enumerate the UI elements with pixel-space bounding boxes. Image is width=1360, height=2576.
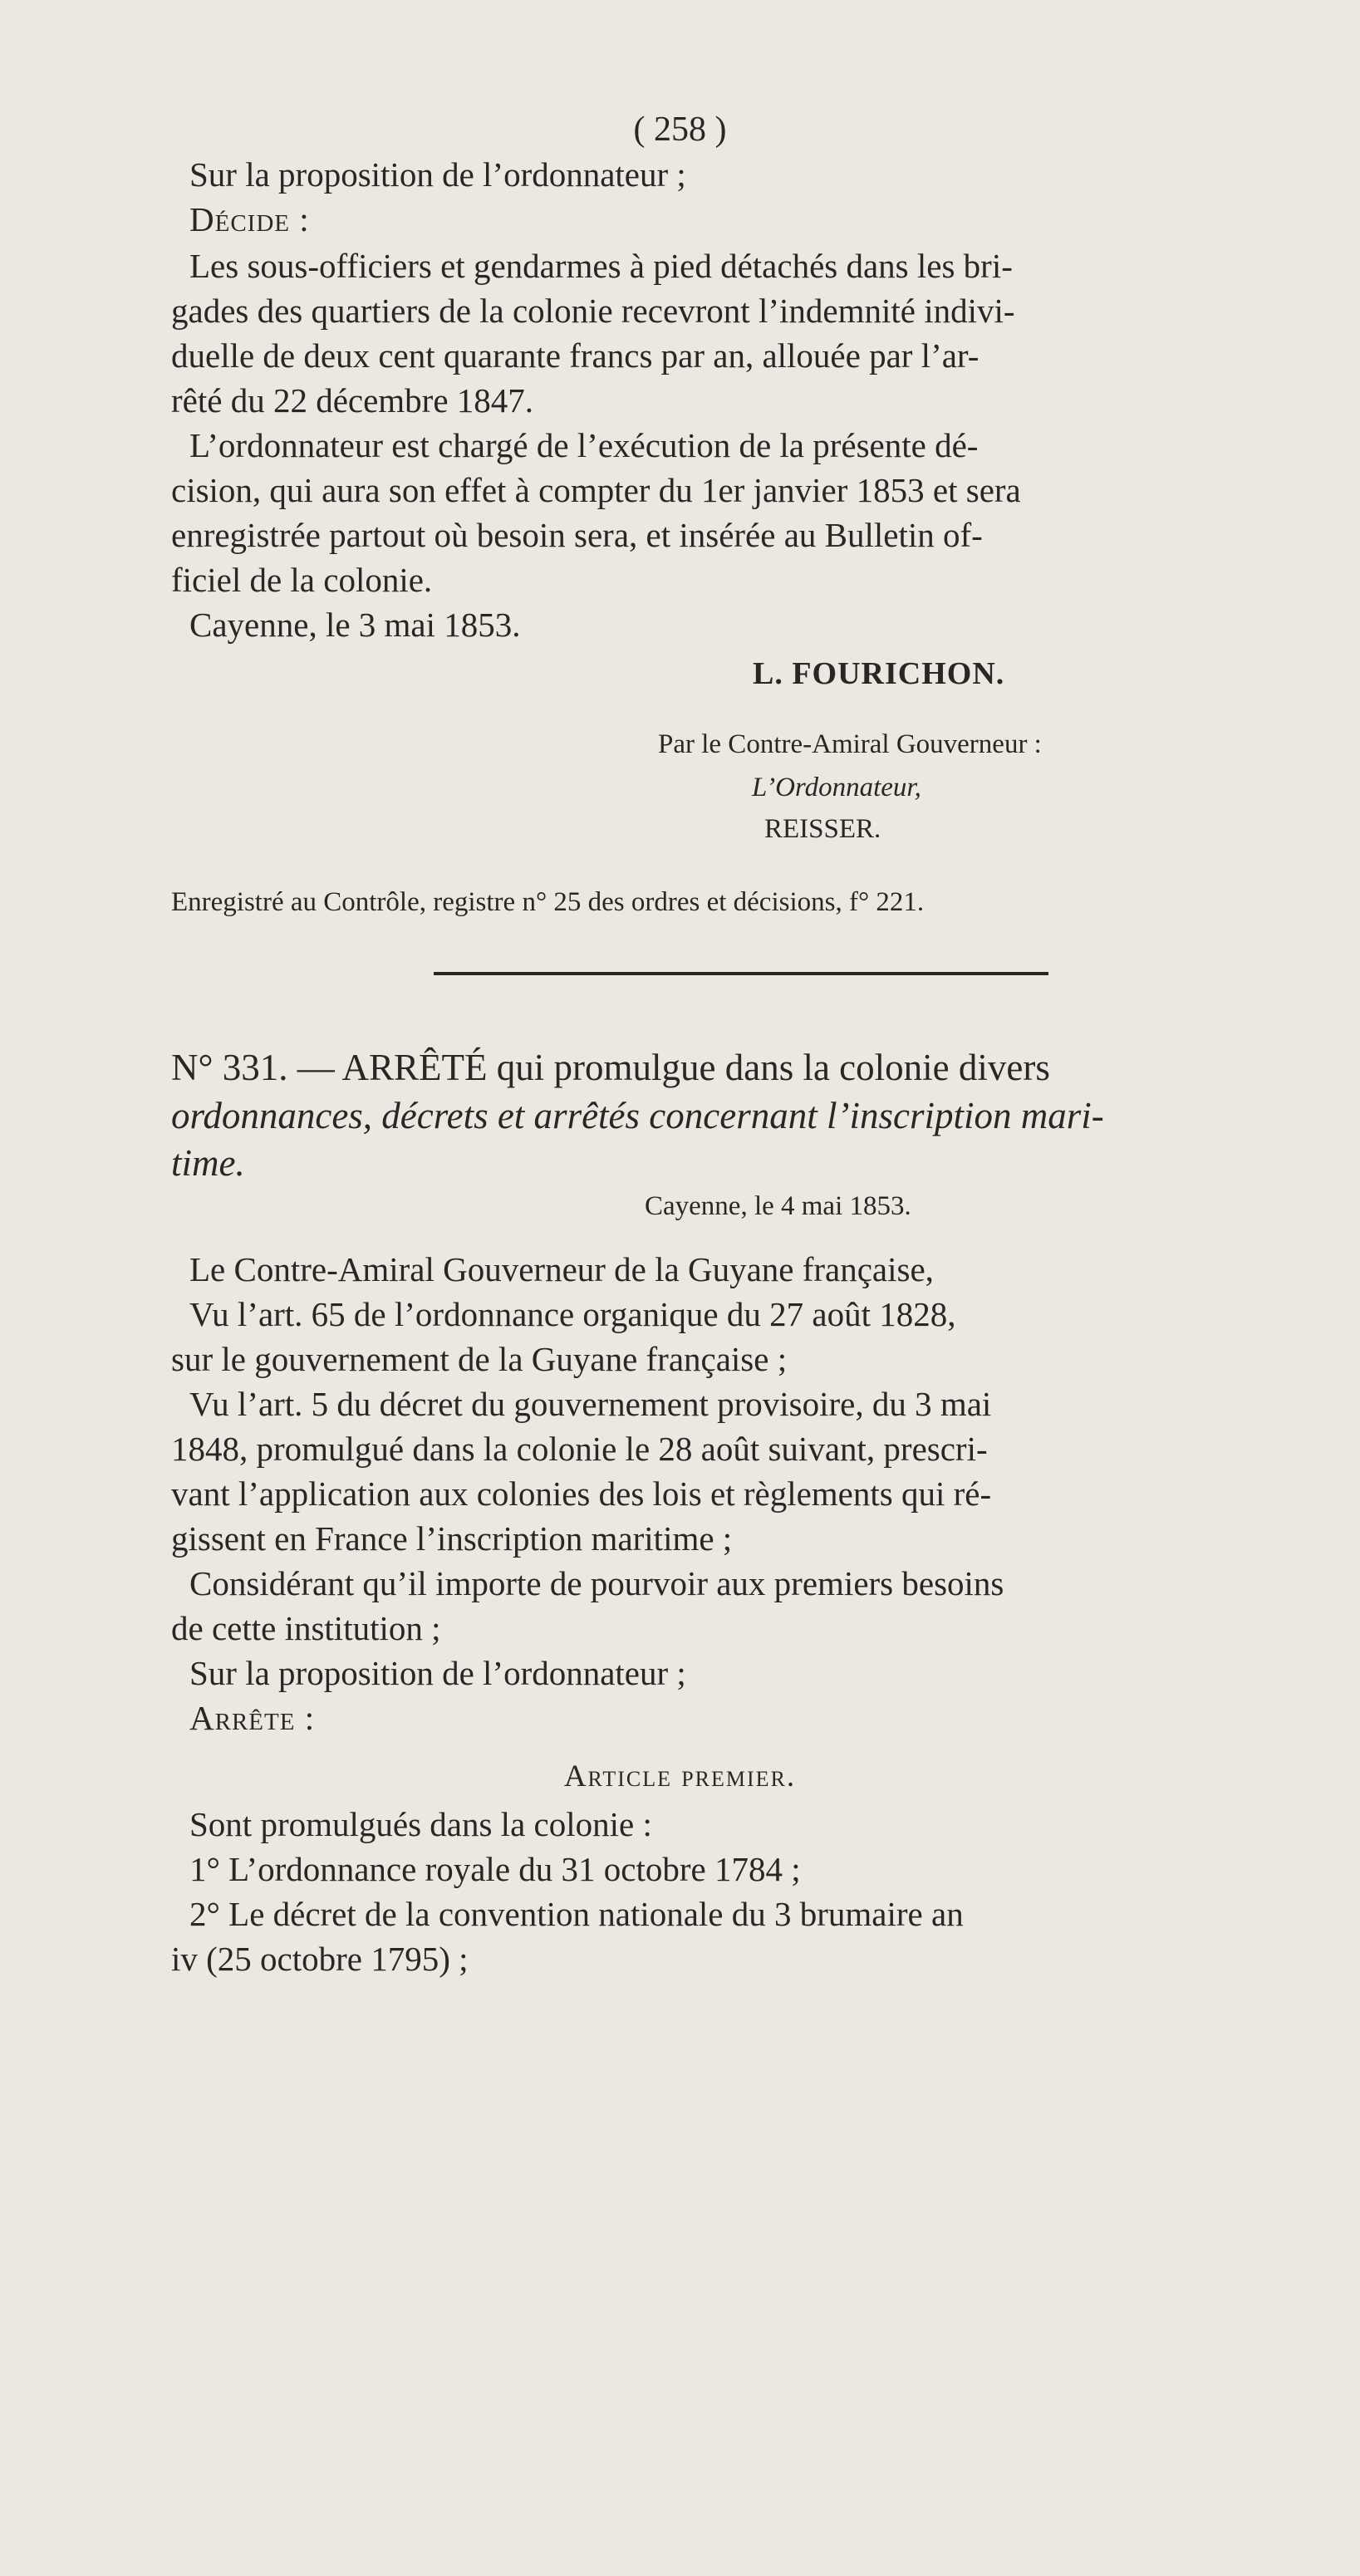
text-line: 1848, promulgué dans la colonie le 28 août suivant, prescri- <box>171 1430 988 1468</box>
countersign-role: L’Ordonnateur, <box>752 773 921 802</box>
registration-note: Enregistré au Contrôle, registre n° 25 des ordres et décisions, f° 221. <box>171 887 925 917</box>
text-line: sur le gouvernement de la Guyane française ; <box>171 1340 788 1378</box>
arrete-preamble: Le Contre-Amiral Gouverneur de la Guyane française, <box>189 1250 934 1288</box>
arrete-place-date: Cayenne, le 4 mai 1853. <box>645 1191 911 1221</box>
text-line: vant l’application aux colonies des lois et règlements qui ré- <box>171 1474 992 1513</box>
text-line: Considérant qu’il importe de pourvoir aux premiers besoins <box>189 1564 1004 1602</box>
page-number: ( 258 ) <box>633 110 727 149</box>
text-line: rêté du 22 décembre 1847. <box>171 381 534 420</box>
text-line: ficiel de la colonie. <box>171 561 433 599</box>
text-line: duelle de deux cent quarante francs par an, allouée par l’ar- <box>171 336 979 375</box>
text-line: Les sous-officiers et gendarmes à pied détachés dans les bri- <box>189 247 1013 285</box>
countersign-name: REISSER. <box>764 814 881 844</box>
text-line: 2° Le décret de la convention nationale du 3 brumaire an <box>189 1895 964 1933</box>
article-heading: Article premier. <box>563 1759 797 1793</box>
text-line: Sur la proposition de l’ordonnateur ; <box>189 1654 686 1692</box>
date-line: Cayenne, le 3 mai 1853. <box>189 606 521 644</box>
text-line: Vu l’art. 65 de l’ordonnance organique du 27 août 1828, <box>189 1295 956 1333</box>
decision-label: Décide : <box>189 200 310 238</box>
text-line: Sont promulgués dans la colonie : <box>189 1805 652 1843</box>
text-line: enregistrée partout où besoin sera, et insérée au Bulletin of- <box>171 516 983 554</box>
signature: L. FOURICHON. <box>753 656 1005 691</box>
arrete-title-line-2: ordonnances, décrets et arrêtés concernant l’inscription mari- <box>171 1095 1104 1136</box>
section-divider <box>434 972 1048 975</box>
text-line: 1° L’ordonnance royale du 31 octobre 1784 ; <box>189 1850 801 1888</box>
text-line: Vu l’art. 5 du décret du gouvernement provisoire, du 3 mai <box>189 1385 992 1423</box>
arrete-label: Arrête : <box>189 1699 316 1737</box>
countersign-intro: Par le Contre-Amiral Gouverneur : <box>658 729 1042 759</box>
text-line: Sur la proposition de l’ordonnateur ; <box>189 155 686 194</box>
text-line: gissent en France l’inscription maritime ; <box>171 1519 733 1558</box>
text-line: iv (25 octobre 1795) ; <box>171 1940 469 1978</box>
text-line: gades des quartiers de la colonie recevront l’indemnité indivi- <box>171 292 1015 330</box>
text-line: de cette institution ; <box>171 1609 441 1647</box>
text-line: L’ordonnateur est chargé de l’exécution de la présente dé- <box>189 426 979 464</box>
arrete-title-line-3: time. <box>171 1142 245 1184</box>
text-line: cision, qui aura son effet à compter du 1er janvier 1853 et sera <box>171 471 1021 509</box>
arrete-title-line-1: N° 331. — ARRÊTÉ qui promulgue dans la colonie divers <box>171 1047 1050 1088</box>
